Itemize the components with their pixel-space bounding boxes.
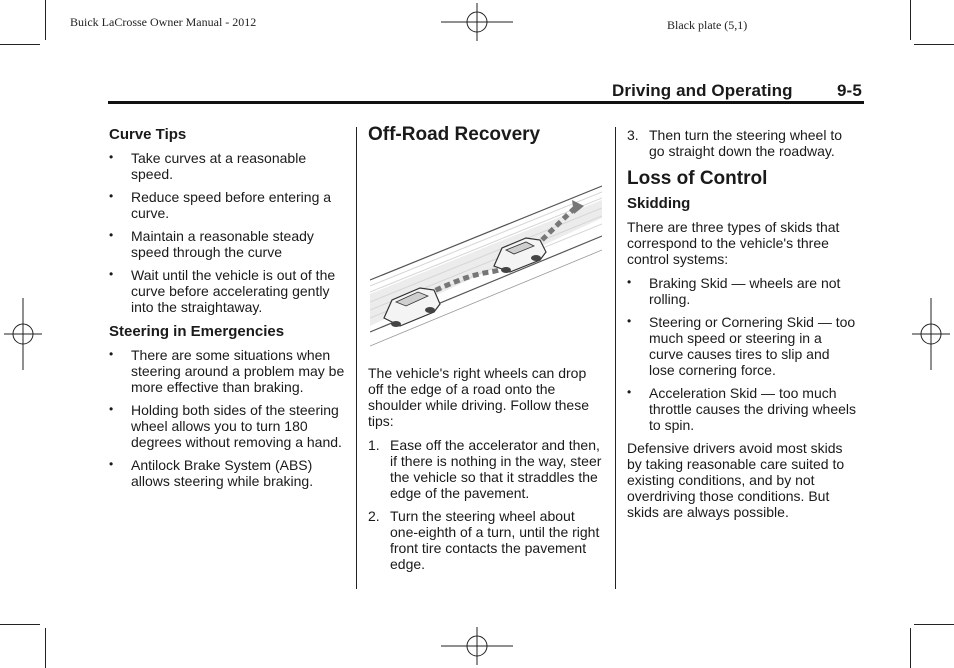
- column-3: [627, 127, 859, 528]
- list-item: • There are some situations when steering around a problem may be more effective than braking.: [109, 347, 345, 395]
- off-road-steps: [368, 437, 602, 572]
- registration-mark-top: [441, 3, 513, 41]
- registration-mark-left: [4, 298, 42, 370]
- steering-emergencies-heading: Steering in Emergencies: [109, 323, 285, 340]
- column-divider-1: [356, 127, 357, 589]
- column-1: [109, 127, 349, 496]
- list-item: • Acceleration Skid — too much throttle causes the driving wheels to spin.: [627, 385, 856, 433]
- registration-mark-right: [912, 298, 950, 370]
- bullet: •: [627, 385, 632, 399]
- list-item: 2. Turn the steering wheel about one-eighth of a turn, until the right front tire contacts the pavement edge.: [368, 508, 600, 572]
- off-road-step-3: [627, 127, 859, 159]
- column-2: [368, 124, 602, 145]
- road-recovery-illustration: [370, 176, 602, 354]
- list-item: • Take curves at a reasonable speed.: [109, 150, 307, 182]
- bullet: •: [109, 228, 114, 242]
- column-divider-2: [615, 127, 616, 589]
- curve-tips-list: [109, 150, 349, 315]
- page-number: 9-5: [837, 81, 862, 100]
- bullet: •: [109, 457, 114, 471]
- curve-tips-heading: Curve Tips: [109, 126, 187, 143]
- list-item: 1. Ease off the accelerator and then, if there is nothing in the way, steer the vehicle so that it straddles the edge of the pavement.: [368, 437, 602, 501]
- skidding-outro: Defensive drivers avoid most skids by taking reasonable care suited to existing conditions, and by not overdriving those conditions. But skids are always possible.: [627, 440, 845, 520]
- list-item: 3. Then turn the steering wheel to go straight down the roadway.: [627, 127, 843, 159]
- column-2-body: [368, 365, 602, 579]
- list-item: • Maintain a reasonable steady speed through the curve: [109, 228, 314, 260]
- section-title: Driving and Operating: [612, 81, 793, 100]
- list-item: • Braking Skid — wheels are not rolling.: [627, 275, 841, 307]
- bullet: •: [627, 275, 632, 289]
- bullet: •: [109, 402, 114, 416]
- header-rule: [108, 101, 864, 104]
- list-item: • Steering or Cornering Skid — too much speed or steering in a curve causes tires to slip and lose cornering force.: [627, 314, 856, 378]
- bullet: •: [109, 150, 114, 164]
- list-item: • Holding both sides of the steering wheel allows you to turn 180 degrees without removing a hand.: [109, 402, 342, 450]
- skidding-heading: Skidding: [627, 195, 691, 212]
- off-road-intro: The vehicle's right wheels can drop off the edge of a road onto the shoulder while driving. Follow these tips:: [368, 365, 589, 429]
- registration-mark-bottom: [441, 627, 513, 665]
- list-item: • Wait until the vehicle is out of the curve before accelerating gently into the straightaway.: [109, 267, 336, 315]
- bullet: •: [109, 189, 114, 203]
- bullet: •: [627, 314, 632, 328]
- skid-types-list: [627, 275, 859, 433]
- bullet: •: [109, 267, 114, 281]
- bullet: •: [109, 347, 114, 361]
- steering-list: [109, 347, 349, 489]
- plate-label: Black plate (5,1): [667, 18, 748, 32]
- loss-of-control-heading: Loss of Control: [627, 168, 768, 189]
- skidding-intro: There are three types of skids that correspond to the vehicle's three control systems:: [627, 219, 840, 267]
- list-item: • Reduce speed before entering a curve.: [109, 189, 332, 221]
- manual-title: Buick LaCrosse Owner Manual - 2012: [70, 15, 257, 29]
- list-item: • Antilock Brake System (ABS) allows steering while braking.: [109, 457, 314, 489]
- off-road-recovery-heading: Off-Road Recovery: [368, 124, 541, 145]
